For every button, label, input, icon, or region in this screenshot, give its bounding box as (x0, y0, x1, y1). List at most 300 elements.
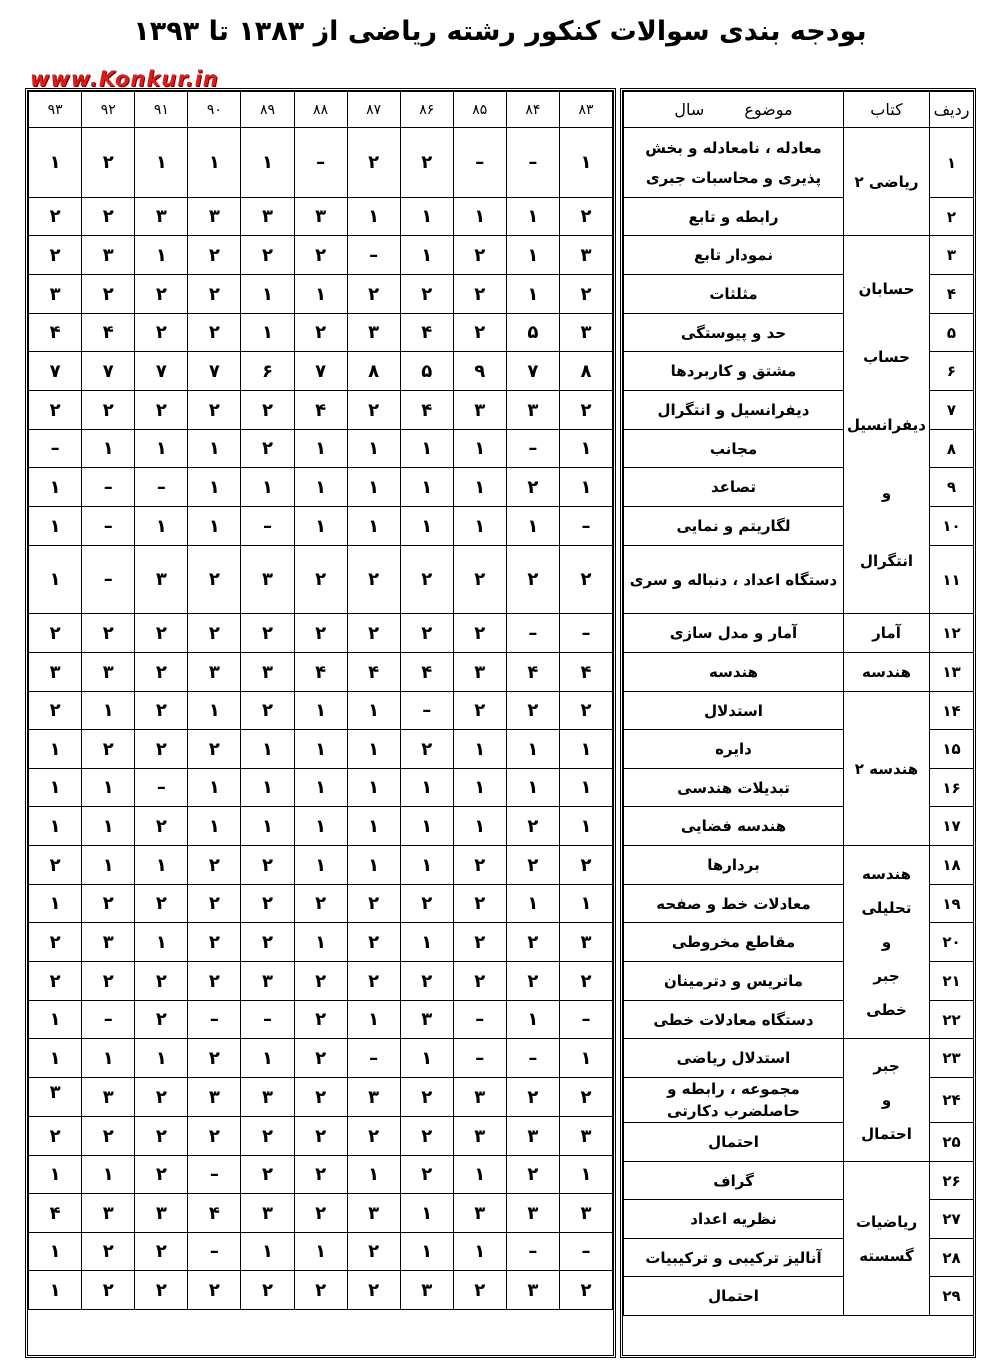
year-value-cell: ۲ (188, 314, 241, 352)
book-name-line: هندسه (861, 663, 912, 681)
year-value-cell: ۱ (506, 275, 559, 314)
year-value-cell: ۱ (82, 1039, 135, 1078)
year-value-cell: ۲ (453, 692, 506, 730)
year-value-cell: ۳ (241, 1078, 294, 1117)
year-value-cell: ۱ (241, 314, 294, 352)
year-value-cell: ۲ (188, 885, 241, 923)
year-value-cell: ۲ (82, 128, 135, 198)
year-value-cell: ۱ (29, 730, 82, 769)
year-value-cell: ۱ (559, 1039, 612, 1078)
year-value-cell: ۲ (400, 275, 453, 314)
year-values-row (29, 1194, 613, 1233)
year-value-cell: ۱ (294, 275, 347, 314)
year-value-cell: ۱ (29, 1271, 82, 1310)
page-title: بودجه بندی سوالات کنکور رشته ریاضی از ۱۳۸۳ تا ۱۳۹۳ (133, 16, 867, 47)
year-value-cell: – (188, 1001, 241, 1039)
row-number: ۱۰ (930, 507, 974, 546)
year-value-cell: ۱ (559, 430, 612, 468)
year-header-cell: ۹۰ (188, 92, 241, 128)
year-value-cell: ۱ (506, 198, 559, 236)
row-number: ۶ (930, 352, 974, 391)
book-name-line: آمار (872, 624, 901, 642)
year-value-cell: ۲ (400, 1117, 453, 1156)
year-value-cell: ۲ (453, 314, 506, 352)
year-value-cell: ۳ (400, 1271, 453, 1310)
year-values-row (29, 352, 613, 391)
book-name-line (844, 306, 929, 340)
year-value-cell: ۳ (188, 198, 241, 236)
year-value-cell: ۲ (241, 692, 294, 730)
year-value-cell: ۱ (506, 769, 559, 807)
year-value-cell: ۷ (294, 352, 347, 391)
year-value-cell: ۱ (294, 1233, 347, 1271)
year-value-cell: ۳ (400, 1001, 453, 1039)
topic-name: دیفرانسیل و انتگرال (624, 391, 844, 430)
year-value-cell: ۱ (347, 430, 400, 468)
book-name (844, 846, 930, 1039)
year-value-cell: ۴ (82, 314, 135, 352)
year-value-cell: – (506, 128, 559, 198)
year-value-cell: ۲ (294, 1271, 347, 1310)
year-value-cell: – (82, 1001, 135, 1039)
year-value-cell: ۱ (29, 1039, 82, 1078)
year-value-cell: ۱ (29, 1001, 82, 1039)
year-value-cell: ۱ (82, 430, 135, 468)
year-value-cell: ۲ (135, 692, 188, 730)
year-value-cell: ۱ (506, 730, 559, 769)
subject-row (624, 236, 974, 275)
year-value-cell: ۱ (400, 430, 453, 468)
year-value-cell: ۲ (188, 962, 241, 1001)
year-value-cell: – (506, 1039, 559, 1078)
topic-name: آمار و مدل سازی (624, 614, 844, 653)
year-value-cell: ۱ (506, 507, 559, 546)
year-value-cell: ۱ (400, 846, 453, 885)
year-value-cell: ۲ (188, 1117, 241, 1156)
topic-name: مجموعه ، رابطه و حاصلضرب دکارتی (624, 1078, 844, 1123)
year-value-cell: ۲ (294, 546, 347, 614)
year-values-row (29, 923, 613, 962)
year-value-cell: ۲ (453, 275, 506, 314)
year-value-cell: ۲ (453, 614, 506, 653)
topic-name: احتمال (624, 1277, 844, 1316)
year-value-cell: ۱ (29, 128, 82, 198)
year-value-cell: ۳ (559, 1117, 612, 1156)
row-number: ۷ (930, 391, 974, 430)
year-value-cell: ۳ (135, 198, 188, 236)
year-value-cell: ۱ (294, 468, 347, 507)
year-value-cell: ۲ (559, 546, 612, 614)
topic-name: حد و پیوستگی (624, 314, 844, 352)
year-value-cell: ۲ (294, 236, 347, 275)
year-value-cell: ۱ (294, 846, 347, 885)
book-name (844, 692, 930, 846)
year-value-cell: ۲ (82, 962, 135, 1001)
year-value-cell: ۲ (347, 1233, 400, 1271)
book-name-line: هندسه (861, 865, 912, 883)
year-value-cell: ۲ (29, 1117, 82, 1156)
year-value-cell: ۲ (135, 962, 188, 1001)
year-value-cell: ۲ (135, 885, 188, 923)
book-name-line: انتگرال (859, 551, 914, 570)
year-value-cell: ۲ (82, 885, 135, 923)
book-name-line: هندسه ۲ (854, 759, 919, 778)
year-value-cell: ۱ (453, 769, 506, 807)
book-name-line: احتمال (861, 1125, 912, 1143)
year-value-cell: ۴ (400, 653, 453, 692)
year-value-cell: ۱ (29, 546, 82, 614)
year-value-cell: ۲ (188, 1039, 241, 1078)
year-value-cell: ۲ (82, 614, 135, 653)
year-value-cell: ۲ (188, 1271, 241, 1310)
subject-header-row (624, 92, 974, 128)
year-value-cell: ۴ (400, 391, 453, 430)
year-value-cell: ۷ (29, 352, 82, 391)
year-value-cell: ۲ (400, 1078, 453, 1117)
book-name (844, 236, 930, 614)
year-value-cell: ۳ (82, 653, 135, 692)
topic-name: مثلثات (624, 275, 844, 314)
year-value-cell: ۲ (188, 546, 241, 614)
year-values-row (29, 507, 613, 546)
subject-row (624, 1162, 974, 1200)
year-value-cell: ۱ (135, 846, 188, 885)
row-number: ۱۵ (930, 730, 974, 769)
year-value-cell: ۲ (506, 468, 559, 507)
row-number: ۱۶ (930, 769, 974, 807)
year-value-cell: ۱ (241, 730, 294, 769)
year-value-cell: ۱ (400, 507, 453, 546)
year-value-cell: ۱ (453, 198, 506, 236)
year-value-cell: – (559, 1233, 612, 1271)
year-value-cell: – (241, 1001, 294, 1039)
year-value-cell: ۲ (82, 198, 135, 236)
year-value-cell: ۱ (400, 198, 453, 236)
year-value-cell: ۱ (453, 730, 506, 769)
row-number: ۱۹ (930, 885, 974, 923)
header-topic-year (624, 92, 844, 128)
year-value-cell: ۲ (241, 1117, 294, 1156)
year-value-cell: ۱ (559, 1156, 612, 1194)
subjects-frame (620, 88, 976, 1358)
year-values-row (29, 1117, 613, 1156)
year-value-cell: – (347, 236, 400, 275)
year-value-cell: ۲ (294, 1194, 347, 1233)
year-values-row (29, 314, 613, 352)
book-name-line: جبر (873, 967, 900, 985)
year-value-cell: ۳ (559, 314, 612, 352)
year-value-cell: ۲ (241, 430, 294, 468)
year-value-cell: ۲ (241, 885, 294, 923)
row-number: ۱۴ (930, 692, 974, 730)
topic-name: هندسه فضایی (624, 807, 844, 846)
year-value-cell: ۲ (559, 1078, 612, 1117)
topic-name: هندسه (624, 653, 844, 692)
year-header-cell: ۸۶ (400, 92, 453, 128)
year-value-cell: ۱ (347, 507, 400, 546)
year-value-cell: ۲ (135, 614, 188, 653)
year-value-cell: – (82, 546, 135, 614)
year-values-row (29, 962, 613, 1001)
year-value-cell: ۷ (188, 352, 241, 391)
header-year: سال (674, 100, 705, 119)
year-value-cell: ۳ (347, 314, 400, 352)
book-name-line: و (881, 933, 892, 951)
year-value-cell: ۲ (559, 275, 612, 314)
year-value-cell: ۳ (188, 653, 241, 692)
year-value-cell: ۲ (347, 885, 400, 923)
subject-row (624, 692, 974, 730)
book-name-line: تحلیلی (861, 899, 912, 917)
year-value-cell: ۲ (241, 1156, 294, 1194)
year-value-cell: ۲ (453, 962, 506, 1001)
year-value-cell: ۱ (29, 1156, 82, 1194)
year-value-cell: ۲ (347, 275, 400, 314)
row-number: ۲۸ (930, 1239, 974, 1277)
year-values-row (29, 1233, 613, 1271)
year-value-cell: ۳ (29, 275, 82, 314)
year-value-cell: ۱ (506, 1001, 559, 1039)
year-value-cell: ۱ (135, 507, 188, 546)
year-value-cell: – (453, 1039, 506, 1078)
year-value-cell: ۲ (82, 391, 135, 430)
year-value-cell: ۴ (559, 653, 612, 692)
year-value-cell: ۱ (29, 769, 82, 807)
year-value-cell: ۱ (135, 430, 188, 468)
year-value-cell: ۲ (82, 730, 135, 769)
year-value-cell: ۱ (188, 128, 241, 198)
row-number: ۱۷ (930, 807, 974, 846)
row-number: ۳ (930, 236, 974, 275)
year-value-cell: – (82, 507, 135, 546)
book-name (844, 128, 930, 236)
year-value-cell: ۲ (559, 692, 612, 730)
year-value-cell: ۱ (559, 769, 612, 807)
year-header-row (29, 92, 613, 128)
year-value-cell: ۱ (347, 692, 400, 730)
year-value-cell: ۱ (82, 692, 135, 730)
year-value-cell: – (188, 1156, 241, 1194)
topic-name: استدلال (624, 692, 844, 730)
year-value-cell: ۱ (400, 1233, 453, 1271)
year-values-row (29, 275, 613, 314)
year-value-cell: ۱ (400, 236, 453, 275)
subjects-table (623, 91, 974, 1316)
year-value-cell: ۱ (347, 1001, 400, 1039)
book-name-line: گسسته (859, 1246, 914, 1265)
year-value-cell: ۲ (82, 1117, 135, 1156)
year-value-cell: ۲ (135, 807, 188, 846)
topic-name: معادله ، نامعادله و بخش پذیری و محاسبات جبری (624, 128, 844, 198)
year-value-cell: ۱ (82, 807, 135, 846)
year-value-cell: ۲ (29, 198, 82, 236)
year-value-cell: ۲ (400, 962, 453, 1001)
year-value-cell: ۳ (29, 653, 82, 692)
year-value-cell: ۳ (506, 1194, 559, 1233)
year-value-cell: ۱ (453, 807, 506, 846)
year-value-cell: ۲ (135, 1117, 188, 1156)
row-number: ۲۲ (930, 1001, 974, 1039)
year-value-cell: ۲ (347, 962, 400, 1001)
year-value-cell: ۳ (559, 236, 612, 275)
year-value-cell: – (29, 430, 82, 468)
book-name-line: حسابان (858, 279, 915, 298)
year-values-row (29, 614, 613, 653)
year-value-cell: ۳ (82, 236, 135, 275)
year-value-cell: ۳ (135, 1194, 188, 1233)
year-value-cell: ۱ (400, 807, 453, 846)
year-value-cell: ۱ (135, 923, 188, 962)
year-value-cell: ۲ (294, 1117, 347, 1156)
year-value-cell: ۲ (29, 391, 82, 430)
year-value-cell: ۳ (241, 1194, 294, 1233)
row-number: ۲۹ (930, 1277, 974, 1316)
year-value-cell: – (135, 468, 188, 507)
topic-name: ماتریس و دترمینان (624, 962, 844, 1001)
year-value-cell: ۱ (241, 275, 294, 314)
year-values-frame (25, 88, 616, 1358)
year-value-cell: ۳ (241, 962, 294, 1001)
year-value-cell: ۲ (453, 846, 506, 885)
year-value-cell: ۲ (347, 614, 400, 653)
year-value-cell: ۱ (241, 1039, 294, 1078)
year-value-cell: ۳ (241, 198, 294, 236)
year-value-cell: ۱ (347, 769, 400, 807)
year-values-row (29, 391, 613, 430)
year-value-cell: ۲ (559, 962, 612, 1001)
year-value-cell: ۲ (135, 1001, 188, 1039)
year-value-cell: ۳ (241, 546, 294, 614)
year-header-cell: ۸۹ (241, 92, 294, 128)
topic-name: مشتق و کاربردها (624, 352, 844, 391)
year-value-cell: ۱ (347, 807, 400, 846)
year-values-table (28, 91, 613, 1310)
year-value-cell: ۳ (188, 1078, 241, 1117)
book-name-line: حساب (863, 347, 910, 366)
year-value-cell: ۲ (29, 236, 82, 275)
year-value-cell: ۳ (82, 923, 135, 962)
row-number: ۲۴ (930, 1078, 974, 1123)
year-value-cell: ۲ (453, 923, 506, 962)
year-value-cell: ۲ (294, 885, 347, 923)
year-value-cell: ۱ (188, 468, 241, 507)
year-value-cell: ۱ (241, 128, 294, 198)
topic-name: دستگاه اعداد ، دنباله و سری (624, 546, 844, 614)
year-value-cell: ۱ (29, 507, 82, 546)
year-value-cell: ۵ (400, 352, 453, 391)
year-value-cell: – (400, 692, 453, 730)
year-value-cell: ۲ (347, 1271, 400, 1310)
year-values-row (29, 1039, 613, 1078)
row-number: ۲۵ (930, 1123, 974, 1162)
year-value-cell: ۲ (559, 391, 612, 430)
book-name-line: ریاضی ۲ (854, 172, 919, 191)
year-value-cell: ۳ (294, 198, 347, 236)
year-value-cell: ۳ (347, 1194, 400, 1233)
year-value-cell: ۱ (347, 846, 400, 885)
topic-name: تصاعد (624, 468, 844, 507)
row-number: ۲۳ (930, 1039, 974, 1078)
topic-name: تبدیلات هندسی (624, 769, 844, 807)
year-value-cell: ۲ (29, 923, 82, 962)
year-header-cell: ۸۴ (506, 92, 559, 128)
year-value-cell: ۸ (559, 352, 612, 391)
year-value-cell: ۲ (135, 1233, 188, 1271)
year-header-cell: ۹۱ (135, 92, 188, 128)
row-number: ۲۷ (930, 1200, 974, 1239)
year-header-cell: ۸۷ (347, 92, 400, 128)
year-value-cell: – (347, 1039, 400, 1078)
year-value-cell: ۲ (453, 1271, 506, 1310)
row-number: ۲ (930, 198, 974, 236)
year-value-cell: ۷ (82, 352, 135, 391)
year-value-cell: ۶ (241, 352, 294, 391)
year-value-cell: – (135, 769, 188, 807)
year-value-cell: ۲ (241, 614, 294, 653)
row-number: ۹ (930, 468, 974, 507)
book-name-line: و (881, 1091, 892, 1109)
year-value-cell: ۴ (347, 653, 400, 692)
topic-name: احتمال (624, 1123, 844, 1162)
year-value-cell: ۱ (559, 468, 612, 507)
topic-name: مجانب (624, 430, 844, 468)
year-value-cell: ۱ (559, 885, 612, 923)
year-value-cell: ۱ (294, 923, 347, 962)
year-value-cell: – (506, 614, 559, 653)
year-values-row (29, 1078, 613, 1117)
year-value-cell: – (559, 507, 612, 546)
book-name-line (844, 442, 929, 476)
year-value-cell: ۱ (347, 1156, 400, 1194)
year-value-cell: ۲ (135, 1271, 188, 1310)
year-values-row (29, 546, 613, 614)
year-value-cell: ۳ (453, 391, 506, 430)
book-name-line: و (881, 483, 892, 502)
year-value-cell: ۲ (400, 614, 453, 653)
year-value-cell: ۱ (453, 507, 506, 546)
year-value-cell: ۱ (29, 807, 82, 846)
year-value-cell: ۳ (135, 546, 188, 614)
year-values-row (29, 1001, 613, 1039)
topic-name: مقاطع مخروطی (624, 923, 844, 962)
year-values-row (29, 236, 613, 275)
year-value-cell: ۳ (241, 653, 294, 692)
year-header-cell: ۹۲ (82, 92, 135, 128)
topic-name: رابطه و تابع (624, 198, 844, 236)
year-value-cell: ۱ (347, 468, 400, 507)
year-value-cell: ۲ (135, 1078, 188, 1117)
year-value-cell: ۲ (400, 546, 453, 614)
year-values-row (29, 1271, 613, 1310)
row-number: ۱۸ (930, 846, 974, 885)
year-value-cell: ۲ (241, 236, 294, 275)
header-row-number: ردیف (930, 92, 974, 128)
year-value-cell: ۲ (294, 614, 347, 653)
year-value-cell: ۱ (135, 1039, 188, 1078)
year-value-cell: ۱ (294, 430, 347, 468)
year-value-cell: ۷ (506, 352, 559, 391)
book-name (844, 1162, 930, 1316)
year-value-cell: ۳ (559, 1194, 612, 1233)
topic-name: معادلات خط و صفحه (624, 885, 844, 923)
year-value-cell: ۱ (559, 807, 612, 846)
topic-name: استدلال ریاضی (624, 1039, 844, 1078)
year-value-cell: ۱ (453, 430, 506, 468)
year-value-cell: ۲ (453, 546, 506, 614)
row-number: ۵ (930, 314, 974, 352)
year-value-cell: ۲ (135, 275, 188, 314)
row-number: ۱ (930, 128, 974, 198)
